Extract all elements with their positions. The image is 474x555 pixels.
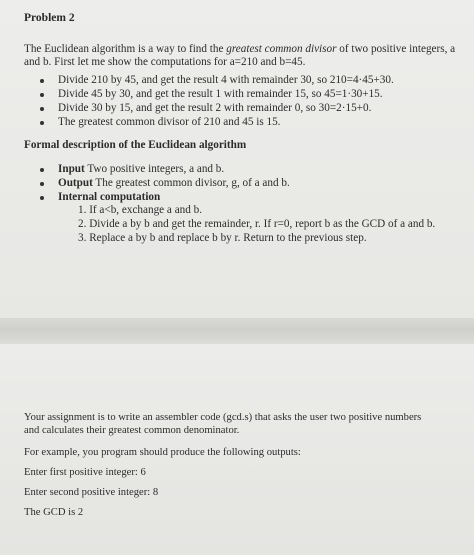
output-line	[58, 177, 290, 190]
bullet-icon	[40, 79, 44, 83]
intro-line-1-start: The Euclidean algorithm is a way to find the	[24, 43, 227, 55]
bullet-icon	[40, 93, 44, 97]
sub-step-1: 1. If a<b, exchange a and b.	[78, 204, 203, 216]
formal-heading: Formal description of the Euclidean algorithm	[24, 139, 247, 151]
intro-line-2: and b. First let me show the computations for a=210 and b=45.	[24, 56, 306, 68]
intro-line-1	[24, 43, 455, 56]
example-intro: For example, you program should produce the following outputs:	[24, 447, 301, 458]
example-output-3: The GCD is 2	[24, 507, 84, 518]
input-label: Input	[58, 163, 85, 175]
bullet-icon	[40, 168, 44, 172]
sub-step-2: 2. Divide a by b and get the remainder, r. If r=0, report b as the GCD of a and b.	[78, 218, 436, 230]
bullet-icon	[40, 121, 44, 125]
sub-step-3: 3. Replace a by b and replace b by r. Return to the previous step.	[78, 232, 367, 244]
intro-line-1-end: of two positive integers, a	[336, 43, 456, 55]
page-separator	[0, 318, 474, 344]
assignment-line-2: and calculates their greatest common denominator.	[24, 425, 240, 436]
bullet-icon	[40, 107, 44, 111]
step-2: Divide 45 by 30, and get the result 1 with remainder 15, so 45=1·30+15.	[58, 88, 383, 100]
problem-title: Problem 2	[24, 12, 75, 24]
step-4: The greatest common divisor of 210 and 45 is 15.	[58, 116, 281, 128]
intro-emphasis: greatest common divisor	[226, 43, 337, 55]
bullet-icon	[40, 196, 44, 200]
step-1: Divide 210 by 45, and get the result 4 with remainder 30, so 210=4·45+30.	[58, 74, 394, 86]
output-label: Output	[58, 177, 93, 189]
input-text: Two positive integers, a and b.	[84, 163, 225, 175]
bullet-icon	[40, 182, 44, 186]
step-3: Divide 30 by 15, and get the result 2 with remainder 0, so 30=2·15+0.	[58, 102, 372, 114]
internal-computation-label: Internal computation	[58, 191, 161, 203]
example-output-1: Enter first positive integer: 6	[24, 467, 146, 478]
output-text: The greatest common divisor, g, of a and b.	[92, 177, 290, 189]
example-output-2: Enter second positive integer: 8	[24, 487, 159, 498]
assignment-line-1: Your assignment is to write an assembler code (gcd.s) that asks the user two positive numbers	[24, 412, 422, 423]
input-line	[58, 163, 224, 176]
